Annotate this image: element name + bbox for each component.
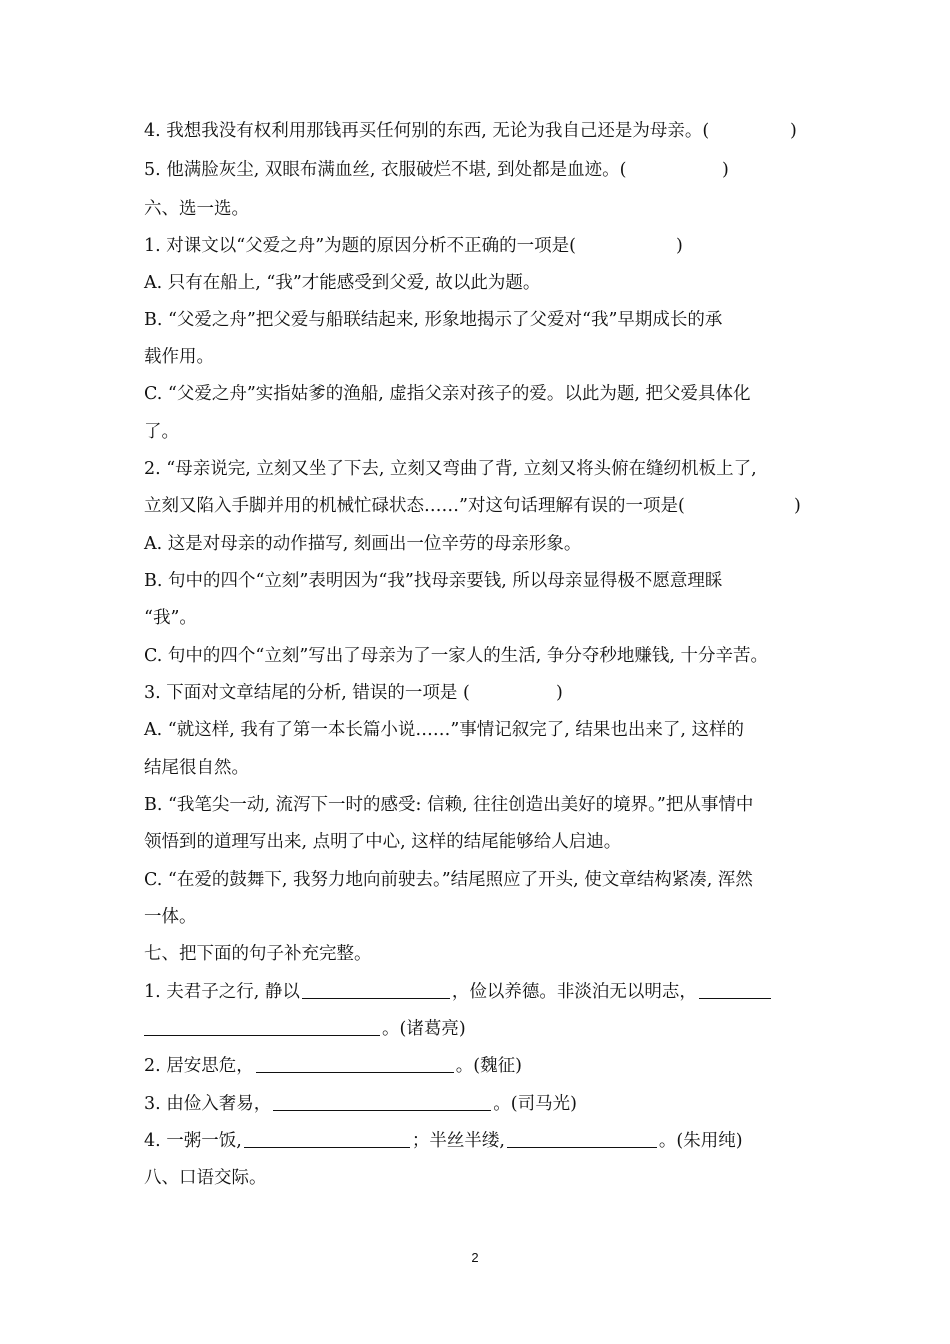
q6-q3-option-b-line2: 领悟到的道理写出来, 点明了中心, 这样的结尾能够给人启迪。: [144, 832, 622, 852]
q6-q3-stem: 3. 下面对文章结尾的分析, 错误的一项是 (: [144, 683, 470, 703]
q7-s4-end: 。(朱用纯): [658, 1131, 743, 1151]
q7-s2-prefix: 2. 居安思危，: [144, 1056, 254, 1076]
q7-s1-end: 。(诸葛亮): [382, 1019, 466, 1039]
q6-question-1: [144, 231, 816, 261]
section-7-heading: 七、把下面的句子补充完整。: [144, 944, 372, 964]
q6-question-2-line2: [144, 491, 816, 521]
q7-s4-middle: ；半丝半缕,: [411, 1131, 505, 1151]
q6-q2-option-b-line2: “我”。: [144, 608, 197, 628]
q6-q1-option-b-line1: B. “父爱之舟”把父爱与船联结起来, 形象地揭示了父爱对“我”早期成长的承: [144, 310, 723, 330]
q7-sentence-3: [144, 1089, 816, 1119]
q7-s4-blank-1[interactable]: [244, 1127, 410, 1148]
q7-s4-prefix: 4. 一粥一饭,: [144, 1131, 242, 1151]
q7-s1-blank-2-continued[interactable]: [144, 1015, 380, 1036]
q6-q1-close: ): [676, 236, 683, 256]
q5-item-4-text: 4. 我想我没有权利用那钱再买任何别的东西, 无论为我自己还是为母亲。(: [144, 121, 710, 141]
section-8-heading: 八、口语交际。: [144, 1168, 267, 1188]
q6-q3-option-c-line2: 一体。: [144, 907, 197, 927]
q6-q1-option-c-line1: C. “父爱之舟”实指姑爹的渔船, 虚指父亲对孩子的爱。以此为题, 把父爱具体化: [144, 384, 751, 404]
q6-q3-option-c-line1: C. “在爱的鼓舞下, 我努力地向前驶去。”结尾照应了开头, 使文章结构紧凑, 浑然: [144, 870, 753, 890]
q6-q3-option-a-line1: A. “就这样, 我有了第一本长篇小说……”事情记叙完了, 结果也出来了, 这样的: [144, 720, 745, 740]
q7-s2-blank[interactable]: [256, 1052, 454, 1073]
q6-q2-option-c: C. 句中的四个“立刻”写出了母亲为了一家人的生活, 争分夺秒地赚钱, 十分辛苦。: [144, 646, 769, 666]
q7-s3-prefix: 3. 由俭入奢易，: [144, 1094, 272, 1114]
q5-item-5-close: ): [722, 160, 729, 180]
section-6-heading: 六、选一选。: [144, 199, 249, 219]
q6-q2-stem2: 立刻又陷入手脚并用的机械忙碌状态……”对这句话理解有误的一项是(: [144, 496, 685, 516]
q6-q1-option-c-line2: 了。: [144, 422, 179, 442]
q6-q2-close: ): [794, 496, 801, 516]
q6-q3-close: ): [556, 683, 563, 703]
q5-item-5: [144, 155, 816, 185]
q5-item-4: [144, 116, 816, 146]
q6-question-3: [144, 678, 816, 708]
q5-item-4-close: ): [790, 121, 797, 141]
q5-item-5-text: 5. 他满脸灰尘, 双眼布满血丝, 衣服破烂不堪, 到处都是血迹。(: [144, 160, 627, 180]
q7-s4-blank-2[interactable]: [507, 1127, 657, 1148]
q6-q1-stem: 1. 对课文以“父爱之舟”为题的原因分析不正确的一项是(: [144, 236, 576, 256]
q7-sentence-4: [144, 1126, 816, 1156]
q7-s1-middle: ，俭以养德。非淡泊无以明志，: [451, 982, 697, 1002]
q6-q3-option-a-line2: 结尾很自然。: [144, 758, 249, 778]
q7-sentence-1: [144, 977, 816, 1007]
q6-q3-option-b-line1: B. “我笔尖一动, 流泻下一时的感受: 信赖, 往往创造出美好的境界。”把从事情中: [144, 795, 754, 815]
q6-q1-option-a: A. 只有在船上, “我”才能感受到父爱, 故以此为题。: [144, 273, 541, 293]
q7-s3-end: 。(司马光): [493, 1094, 577, 1114]
page-number: 2: [471, 1250, 479, 1265]
q6-q2-option-b-line1: B. 句中的四个“立刻”表明因为“我”找母亲要钱, 所以母亲显得极不愿意理睬: [144, 571, 723, 591]
q7-s1-prefix: 1. 夫君子之行, 静以: [144, 982, 300, 1002]
q7-s2-end: 。(魏征): [455, 1056, 522, 1076]
q7-sentence-2: [144, 1051, 816, 1081]
q7-sentence-1-continued: [144, 1014, 816, 1044]
q7-s1-blank-2[interactable]: [699, 978, 771, 999]
q6-q2-option-a: A. 这是对母亲的动作描写, 刻画出一位辛劳的母亲形象。: [144, 534, 582, 554]
q6-question-2-line1: 2. “母亲说完, 立刻又坐了下去, 立刻又弯曲了背, 立刻又将头俯在缝纫机板上了,: [144, 459, 757, 479]
q7-s3-blank[interactable]: [273, 1090, 491, 1111]
q7-s1-blank-1[interactable]: [302, 978, 450, 999]
q6-q1-option-b-line2: 载作用。: [144, 347, 214, 367]
